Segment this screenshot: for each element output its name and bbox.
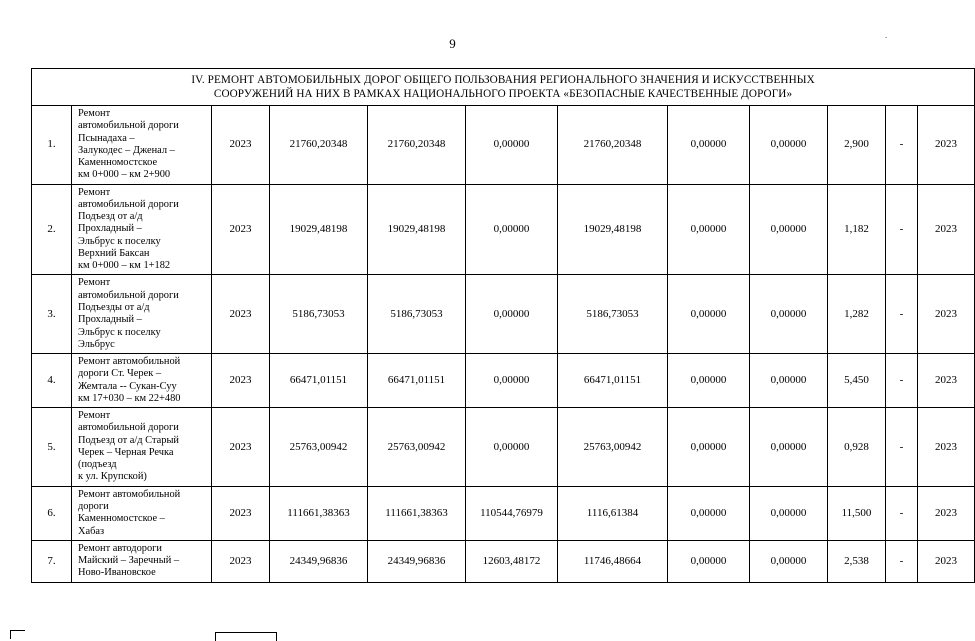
name-line: Ремонт (78, 108, 111, 119)
row-length: 5,450 (828, 354, 886, 408)
name-line: Ремонт автодороги (78, 542, 162, 554)
row-number: 3. (32, 275, 72, 354)
row-object-name (72, 354, 212, 408)
row-value-4: 11746,48664 (558, 540, 668, 582)
row-value-6: 0,00000 (750, 106, 828, 185)
name-line: автомобильной дороги (78, 289, 179, 301)
row-number: 5. (32, 408, 72, 487)
name-line: Подъезд от а/д (78, 211, 143, 223)
row-number: 7. (32, 540, 72, 582)
name-line: Ремонт автомобильной (78, 488, 181, 500)
row-completion-year: 2023 (918, 275, 975, 354)
row-value-3: 12603,48172 (466, 540, 558, 582)
table-header-row (32, 69, 975, 106)
row-completion-year: 2023 (918, 184, 975, 275)
row-value-4: 25763,00942 (558, 408, 668, 487)
row-value-5: 0,00000 (668, 486, 750, 540)
row-year: 2023 (212, 486, 270, 540)
name-line: Жемтала -- Сукан-Суу (78, 380, 177, 392)
row-year: 2023 (212, 540, 270, 582)
row-length: 0,928 (828, 408, 886, 487)
row-value-4: 5186,73053 (558, 275, 668, 354)
row-value-6: 0,00000 (750, 275, 828, 354)
name-line: дороги (78, 500, 109, 512)
row-value-2: 66471,01151 (368, 354, 466, 408)
row-value-6: 0,00000 (750, 184, 828, 275)
name-line: Ново-Ивановское (78, 567, 156, 579)
next-table-stub-left (10, 630, 25, 639)
row-value-1: 66471,01151 (270, 354, 368, 408)
name-line: дороги Ст. Черек – (78, 368, 162, 380)
row-completion-year: 2023 (918, 540, 975, 582)
row-number: 1. (32, 106, 72, 185)
row-value-3: 0,00000 (466, 106, 558, 185)
row-dash: - (886, 106, 918, 185)
row-object-name (72, 106, 212, 185)
row-value-3: 0,00000 (466, 275, 558, 354)
row-dash: - (886, 486, 918, 540)
row-value-3: 110544,76979 (466, 486, 558, 540)
name-line: Прохладный – (78, 223, 142, 235)
roads-repair-table (31, 68, 975, 583)
row-value-2: 5186,73053 (368, 275, 466, 354)
row-value-3: 0,00000 (466, 408, 558, 487)
name-line: автомобильной дороги (78, 120, 179, 132)
row-value-5: 0,00000 (668, 184, 750, 275)
row-value-4: 1116,61384 (558, 486, 668, 540)
row-object-name (72, 275, 212, 354)
row-value-2: 25763,00942 (368, 408, 466, 487)
table-row (32, 354, 975, 408)
row-completion-year: 2023 (918, 486, 975, 540)
row-value-5: 0,00000 (668, 540, 750, 582)
table-row (32, 486, 975, 540)
row-value-6: 0,00000 (750, 408, 828, 487)
name-line: к ул. Крупской) (78, 471, 147, 483)
row-completion-year: 2023 (918, 408, 975, 487)
row-year: 2023 (212, 408, 270, 487)
row-year: 2023 (212, 275, 270, 354)
table-container (31, 68, 958, 583)
name-line: Эльбрус к поселку (78, 235, 161, 247)
table-row (32, 184, 975, 275)
row-value-5: 0,00000 (668, 106, 750, 185)
name-line: км 0+000 – км 2+900 (78, 169, 171, 181)
name-line: автомобильной дороги (78, 198, 179, 210)
corner-mark: . (885, 30, 888, 40)
name-line: Залукодес – Дженал – (78, 144, 175, 156)
row-value-1: 5186,73053 (270, 275, 368, 354)
name-line: Каменномостское (78, 157, 158, 169)
row-value-1: 19029,48198 (270, 184, 368, 275)
row-object-name (72, 408, 212, 487)
row-value-1: 25763,00942 (270, 408, 368, 487)
table-row (32, 540, 975, 582)
row-value-2: 24349,96836 (368, 540, 466, 582)
row-value-3: 0,00000 (466, 354, 558, 408)
row-object-name (72, 486, 212, 540)
name-line: км 0+000 – км 1+182 (78, 260, 171, 272)
name-line: Подъезды от а/д (78, 301, 150, 313)
header-line-2: СООРУЖЕНИЙ НА НИХ В РАМКАХ НАЦИОНАЛЬНОГО ПРОЕКТА «БЕЗОПАСНЫЕ КАЧЕСТВЕННЫЕ ДОРОГИ» (213, 88, 793, 100)
row-value-2: 111661,38363 (368, 486, 466, 540)
row-year: 2023 (212, 354, 270, 408)
next-table-stub-middle (215, 632, 277, 641)
row-object-name (72, 540, 212, 582)
name-line: Прохладный – (78, 314, 142, 326)
name-line: Майский – Заречный – (78, 555, 180, 567)
header-line-1: IV. РЕМОНТ АВТОМОБИЛЬНЫХ ДОРОГ ОБЩЕГО ПОЛЬЗОВАНИЯ РЕГИОНАЛЬНОГО ЗНАЧЕНИЯ И ИСКУССТВЕННЫХ (191, 74, 815, 86)
row-value-6: 0,00000 (750, 354, 828, 408)
name-line: Черек – Черная Речка (78, 446, 174, 458)
name-line: Ремонт (78, 277, 111, 289)
row-value-2: 19029,48198 (368, 184, 466, 275)
row-length: 1,282 (828, 275, 886, 354)
page-number: 9 (449, 36, 456, 51)
name-line: (подъезд (78, 459, 117, 471)
row-completion-year: 2023 (918, 354, 975, 408)
row-value-4: 21760,20348 (558, 106, 668, 185)
row-number: 2. (32, 184, 72, 275)
row-number: 4. (32, 354, 72, 408)
row-dash: - (886, 275, 918, 354)
name-line: км 17+030 – км 22+480 (78, 392, 181, 404)
row-length: 1,182 (828, 184, 886, 275)
row-value-5: 0,00000 (668, 408, 750, 487)
name-line: Эльбрус (78, 338, 115, 350)
row-object-name (72, 184, 212, 275)
row-length: 2,900 (828, 106, 886, 185)
name-line: Ремонт (78, 186, 111, 198)
row-number: 6. (32, 486, 72, 540)
name-line: Хабаз (78, 525, 105, 537)
row-length: 11,500 (828, 486, 886, 540)
name-line: Ремонт (78, 410, 111, 422)
table-header-cell (32, 69, 975, 106)
row-length: 2,538 (828, 540, 886, 582)
row-dash: - (886, 408, 918, 487)
table-row (32, 106, 975, 185)
name-line: Подъезд от а/д Старый (78, 434, 179, 446)
name-line: Эльбрус к поселку (78, 326, 161, 338)
name-line: Каменномостское – (78, 513, 165, 525)
row-value-5: 0,00000 (668, 354, 750, 408)
name-line: автомобильной дороги (78, 422, 179, 434)
row-value-4: 19029,48198 (558, 184, 668, 275)
row-year: 2023 (212, 106, 270, 185)
name-line: Псынадаха – (78, 132, 135, 144)
row-value-4: 66471,01151 (558, 354, 668, 408)
row-value-1: 21760,20348 (270, 106, 368, 185)
row-dash: - (886, 540, 918, 582)
table-row (32, 408, 975, 487)
name-line: Ремонт автомобильной (78, 356, 181, 368)
row-completion-year: 2023 (918, 106, 975, 185)
row-value-1: 24349,96836 (270, 540, 368, 582)
row-value-5: 0,00000 (668, 275, 750, 354)
row-value-3: 0,00000 (466, 184, 558, 275)
row-value-6: 0,00000 (750, 540, 828, 582)
table-row (32, 275, 975, 354)
row-value-2: 21760,20348 (368, 106, 466, 185)
row-value-1: 111661,38363 (270, 486, 368, 540)
row-year: 2023 (212, 184, 270, 275)
name-line: Верхний Баксан (78, 247, 150, 259)
row-dash: - (886, 354, 918, 408)
row-value-6: 0,00000 (750, 486, 828, 540)
row-dash: - (886, 184, 918, 275)
